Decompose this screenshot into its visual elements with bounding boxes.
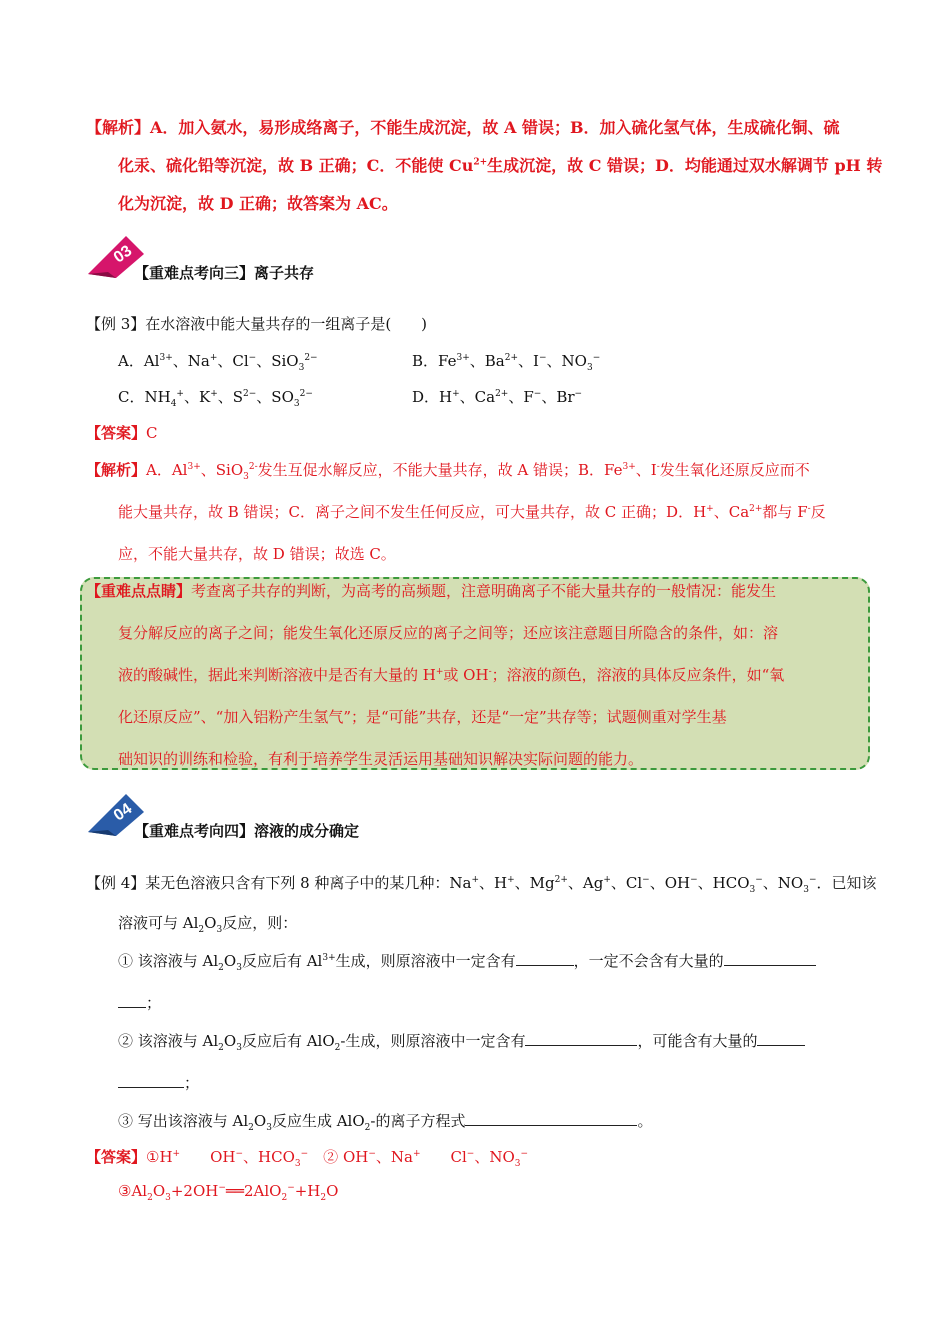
example-4-stem-line-2: 溶液可与 $Al_2O_3$反应，则： — [118, 914, 298, 935]
answer-blank-4[interactable] — [757, 1031, 805, 1046]
option-b: B．$Fe^{3+}$、$Ba^{2+}$、I−、$NO_3^-$ — [412, 352, 601, 373]
key-point-line-1: 【重难点点睛】考查离子共存的判断，为高考的高频题，注意明确离子不能大量共存的一般情况：能发生 — [86, 582, 777, 600]
option-a: A．$Al^{3+}$、Na+、Cl−、SiO$_3^{2-}$ — [118, 352, 318, 373]
example-4-stem-line-1: 【例 4】某无色溶液只含有下列 8 种离子中的某几种：Na+、H+、$Mg^{2+}$、Ag+、Cl−、OH−、$HCO_3^-$、$NO_3^-$．已知该 — [86, 874, 877, 895]
analysis-line-2: 化汞、硫化铅等沉淀，故 B 正确；C．不能使 $Cu^{2+}$生成沉淀，故 C 错误；D．均能通过双水解调节 pH 转 — [118, 156, 883, 175]
answer-blank-2[interactable] — [724, 951, 816, 966]
analysis-label: 【解析】 — [86, 118, 151, 137]
question-3: ③ 写出该溶液与 $Al_2O_3$反应生成 AlO$_2$-的离子方程式 。 — [118, 1112, 653, 1133]
section-04-number: 04 — [110, 800, 136, 825]
question-1: ① 该溶液与 $Al_2O_3$反应后有 $Al^{3+}$生成，则原溶液中一定含有 ，一定不会含有大量的 — [118, 950, 816, 971]
example-4-answer-line-2: $③Al_2O_3+2OH^-══2AlO_2^-+H_2O$ — [118, 1182, 339, 1203]
example-3-analysis-line-3: 应，不能大量共存，故 D 错误；故选 C。 — [118, 545, 396, 563]
answer-blank-3[interactable] — [525, 1031, 637, 1046]
question-1-continued: ； — [118, 992, 161, 1013]
key-point-line-2: 复分解反应的离子之间；能发生氧化还原反应的离子之间等；还应该注意题目所隐含的条件，如：溶 — [118, 624, 779, 642]
analysis-line-3: 化为沉淀，故 D 正确；故答案为 AC。 — [118, 194, 398, 213]
section-04-title: 【重难点考向四】溶液的成分确定 — [134, 822, 360, 840]
example-3-analysis-line-1: 【解析】A．$Al^{3+}$、SiO$_3^{2-}$发生互促水解反应，不能大量共存，故 A 错误；B．$Fe^{3+}$、I-发生氧化还原反应而不 — [86, 461, 810, 482]
key-point-line-5: 础知识的训练和检验，有利于培养学生灵活运用基础知识解决实际问题的能力。 — [118, 750, 644, 768]
key-point-line-4: 化还原反应”、“加入铝粉产生氢气”；是“可能”共存，还是“一定”共存等；试题侧重对学生基 — [118, 708, 727, 726]
answer-blank-5[interactable] — [465, 1111, 637, 1126]
option-d: D．H+、$Ca^{2+}$、F−、Br− — [412, 388, 583, 406]
example-3-answer: 【答案】C — [86, 424, 158, 442]
analysis-line-1: 【解析】A．加入氨水，易形成络离子，不能生成沉淀，故 A 错误；B．加入硫化氢气体，生成硫化铜、硫 — [86, 118, 840, 137]
example-3-stem: 【例 3】在水溶液中能大量共存的一组离子是( ) — [86, 315, 428, 333]
question-2-continued: ； — [118, 1072, 199, 1093]
answer-blank-2-continued[interactable] — [118, 993, 146, 1008]
answer-blank-4-continued[interactable] — [118, 1073, 184, 1088]
example-3-analysis-line-2: 能大量共存，故 B 错误；C．离子之间不发生任何反应，可大量共存，故 C 正确；D．H+、$Ca^{2+}$都与 F-反 — [118, 503, 826, 521]
answer-blank-1[interactable] — [516, 951, 574, 966]
option-c: C．$NH_4^+$、K+、$S^{2-}$、$SO_3^{2-}$ — [118, 388, 313, 409]
example-4-answer-line-1: 【答案】①H+ OH−、$HCO_3^-$ ② OH−、Na+ Cl−、$NO_3^-$ — [86, 1148, 529, 1169]
section-03-number: 03 — [110, 242, 136, 267]
key-point-line-3: 液的酸碱性，据此来判断溶液中是否有大量的 H+或 OH-；溶液的颜色，溶液的具体反应条件，如“氧 — [118, 666, 785, 684]
section-03-title: 【重难点考向三】离子共存 — [134, 264, 315, 282]
question-2: ② 该溶液与 $Al_2O_3$反应后有 AlO$_2$-生成，则原溶液中一定含有 ，可能含有大量的 — [118, 1030, 805, 1051]
key-point-label: 【重难点点睛】 — [86, 582, 192, 600]
